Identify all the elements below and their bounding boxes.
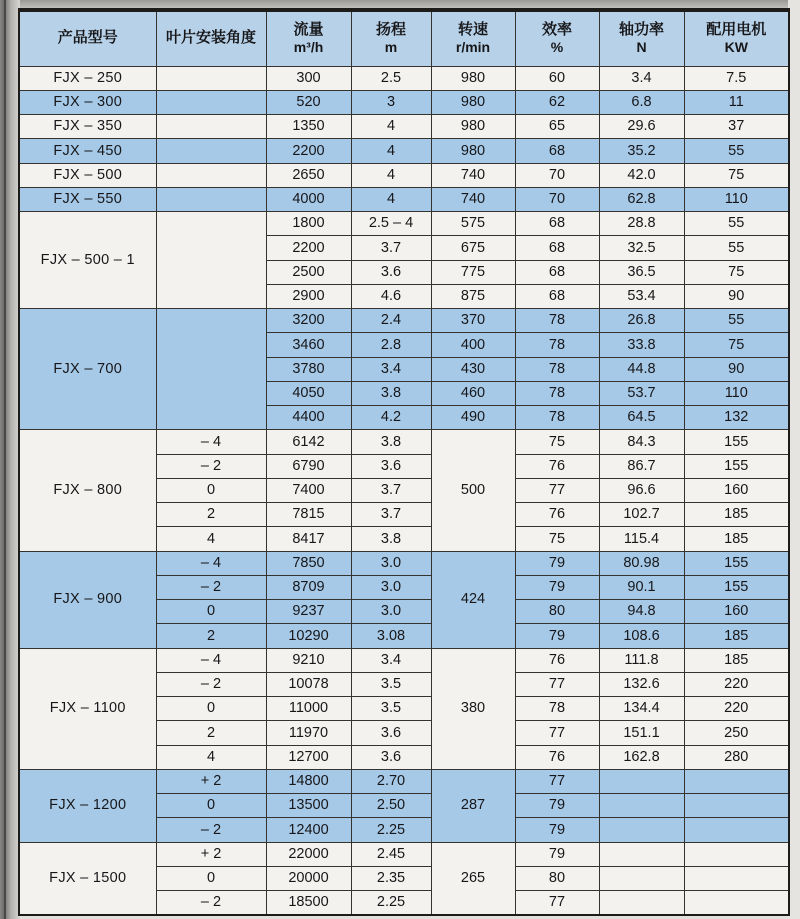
cell-blade-angle	[156, 309, 266, 430]
cell-flow-rate: 2200	[266, 236, 351, 260]
cell-blade-angle: 0	[156, 600, 266, 624]
cell-flow-rate: 1800	[266, 212, 351, 236]
cell-efficiency: 80	[515, 600, 599, 624]
cell-shaft-power: 111.8	[599, 648, 684, 672]
header-label: 转速	[457, 20, 488, 38]
cell-motor-power	[684, 842, 789, 866]
cell-motor-power: 75	[684, 333, 789, 357]
cell-efficiency: 60	[515, 66, 599, 90]
cell-blade-angle: 4	[156, 527, 266, 551]
header-efficiency	[515, 10, 599, 66]
cell-efficiency: 78	[515, 309, 599, 333]
table-row	[19, 842, 789, 866]
cell-shaft-power: 6.8	[599, 90, 684, 114]
header-unit: m³/h	[293, 39, 324, 56]
cell-efficiency: 68	[515, 212, 599, 236]
cell-blade-angle: 2	[156, 721, 266, 745]
cell-efficiency: 68	[515, 236, 599, 260]
cell-head: 4.6	[351, 284, 431, 308]
cell-flow-rate: 520	[266, 90, 351, 114]
cell-speed: 980	[431, 139, 515, 163]
cell-motor-power	[684, 866, 789, 890]
cell-efficiency: 77	[515, 672, 599, 696]
cell-flow-rate: 10078	[266, 672, 351, 696]
header-label: 流量	[293, 20, 324, 38]
cell-head: 3.7	[351, 236, 431, 260]
cell-speed: 980	[431, 115, 515, 139]
cell-shaft-power	[599, 794, 684, 818]
cell-flow-rate: 7815	[266, 503, 351, 527]
spec-table-body	[19, 66, 789, 915]
cell-flow-rate: 22000	[266, 842, 351, 866]
cell-head: 3.6	[351, 454, 431, 478]
cell-motor-power: 75	[684, 260, 789, 284]
cell-speed: 980	[431, 90, 515, 114]
cell-product-model: FJX – 550	[19, 187, 156, 211]
cell-efficiency: 76	[515, 454, 599, 478]
header-label: 扬程	[375, 20, 406, 38]
header-row	[19, 10, 789, 66]
cell-blade-angle: – 4	[156, 551, 266, 575]
cell-efficiency: 79	[515, 818, 599, 842]
cell-efficiency: 79	[515, 551, 599, 575]
cell-motor-power: 185	[684, 503, 789, 527]
cell-head: 2.35	[351, 866, 431, 890]
cell-blade-angle: + 2	[156, 769, 266, 793]
cell-motor-power: 280	[684, 745, 789, 769]
cell-speed: 370	[431, 309, 515, 333]
cell-blade-angle	[156, 163, 266, 187]
cell-head: 3.8	[351, 527, 431, 551]
cell-motor-power: 132	[684, 406, 789, 430]
cell-efficiency: 70	[515, 187, 599, 211]
cell-flow-rate: 6142	[266, 430, 351, 454]
cell-blade-angle	[156, 90, 266, 114]
cell-speed: 500	[431, 430, 515, 551]
header-product-model	[19, 10, 156, 66]
cell-efficiency: 68	[515, 260, 599, 284]
cell-shaft-power: 64.5	[599, 406, 684, 430]
cell-flow-rate: 2500	[266, 260, 351, 284]
cell-head: 2.25	[351, 818, 431, 842]
header-unit: m	[384, 39, 398, 56]
cell-head: 3.5	[351, 672, 431, 696]
cell-efficiency: 79	[515, 794, 599, 818]
cell-head: 2.25	[351, 891, 431, 915]
header-label: 配用电机	[706, 20, 767, 38]
book-spine-shadow	[0, 0, 20, 919]
cell-product-model: FJX – 1500	[19, 842, 156, 915]
cell-product-model: FJX – 900	[19, 551, 156, 648]
cell-motor-power: 90	[684, 357, 789, 381]
cell-flow-rate: 13500	[266, 794, 351, 818]
cell-blade-angle: – 2	[156, 818, 266, 842]
cell-shaft-power: 36.5	[599, 260, 684, 284]
header-head	[351, 10, 431, 66]
cell-efficiency: 79	[515, 842, 599, 866]
cell-blade-angle: 2	[156, 624, 266, 648]
cell-motor-power: 55	[684, 309, 789, 333]
table-row	[19, 769, 789, 793]
cell-speed: 675	[431, 236, 515, 260]
cell-speed: 740	[431, 163, 515, 187]
cell-product-model: FJX – 500	[19, 163, 156, 187]
cell-product-model: FJX – 350	[19, 115, 156, 139]
cell-motor-power: 90	[684, 284, 789, 308]
cell-efficiency: 78	[515, 333, 599, 357]
cell-shaft-power: 84.3	[599, 430, 684, 454]
table-row	[19, 187, 789, 211]
cell-flow-rate: 11000	[266, 697, 351, 721]
cell-blade-angle: 0	[156, 478, 266, 502]
cell-speed: 980	[431, 66, 515, 90]
cell-motor-power: 37	[684, 115, 789, 139]
cell-shaft-power: 151.1	[599, 721, 684, 745]
cell-flow-rate: 1350	[266, 115, 351, 139]
cell-efficiency: 76	[515, 648, 599, 672]
header-unit: KW	[724, 39, 748, 56]
cell-shaft-power: 94.8	[599, 600, 684, 624]
cell-speed: 775	[431, 260, 515, 284]
cell-product-model: FJX – 700	[19, 309, 156, 430]
header-label: 叶片安装角度	[165, 29, 256, 47]
cell-shaft-power: 108.6	[599, 624, 684, 648]
cell-head: 2.4	[351, 309, 431, 333]
cell-flow-rate: 7400	[266, 478, 351, 502]
cell-motor-power: 155	[684, 575, 789, 599]
cell-motor-power: 220	[684, 672, 789, 696]
cell-head: 3.7	[351, 478, 431, 502]
cell-efficiency: 77	[515, 721, 599, 745]
cell-flow-rate: 14800	[266, 769, 351, 793]
cell-speed: 265	[431, 842, 515, 915]
cell-flow-rate: 3780	[266, 357, 351, 381]
cell-motor-power: 110	[684, 381, 789, 405]
cell-motor-power: 155	[684, 454, 789, 478]
cell-efficiency: 78	[515, 697, 599, 721]
cell-shaft-power	[599, 866, 684, 890]
cell-speed: 430	[431, 357, 515, 381]
cell-head: 3.7	[351, 503, 431, 527]
cell-efficiency: 77	[515, 478, 599, 502]
cell-flow-rate: 8709	[266, 575, 351, 599]
cell-blade-angle: – 2	[156, 575, 266, 599]
cell-motor-power: 185	[684, 648, 789, 672]
cell-shaft-power: 29.6	[599, 115, 684, 139]
table-row	[19, 163, 789, 187]
cell-motor-power: 55	[684, 236, 789, 260]
cell-efficiency: 65	[515, 115, 599, 139]
cell-flow-rate: 8417	[266, 527, 351, 551]
cell-motor-power: 160	[684, 600, 789, 624]
cell-blade-angle: – 4	[156, 648, 266, 672]
header-label: 轴功率	[618, 20, 664, 38]
cell-speed: 424	[431, 551, 515, 648]
cell-motor-power: 185	[684, 527, 789, 551]
cell-efficiency: 77	[515, 769, 599, 793]
cell-blade-angle	[156, 139, 266, 163]
cell-shaft-power: 53.7	[599, 381, 684, 405]
cell-flow-rate: 11970	[266, 721, 351, 745]
book-spine-line	[4, 0, 6, 919]
cell-efficiency: 70	[515, 163, 599, 187]
cell-shaft-power	[599, 818, 684, 842]
cell-shaft-power: 44.8	[599, 357, 684, 381]
cell-blade-angle: – 2	[156, 891, 266, 915]
cell-product-model: FJX – 800	[19, 430, 156, 551]
cell-head: 3.0	[351, 600, 431, 624]
cell-speed: 287	[431, 769, 515, 842]
cell-shaft-power: 32.5	[599, 236, 684, 260]
cell-head: 2.5	[351, 66, 431, 90]
cell-product-model: FJX – 250	[19, 66, 156, 90]
cell-shaft-power: 132.6	[599, 672, 684, 696]
cell-motor-power: 11	[684, 90, 789, 114]
cell-flow-rate: 10290	[266, 624, 351, 648]
cell-blade-angle: – 2	[156, 454, 266, 478]
cell-flow-rate: 9210	[266, 648, 351, 672]
cell-motor-power: 110	[684, 187, 789, 211]
cell-blade-angle: 0	[156, 697, 266, 721]
cell-product-model: FJX – 1200	[19, 769, 156, 842]
cell-shaft-power: 134.4	[599, 697, 684, 721]
cell-speed: 380	[431, 648, 515, 769]
cell-head: 3.6	[351, 260, 431, 284]
cell-motor-power: 250	[684, 721, 789, 745]
cell-efficiency: 68	[515, 284, 599, 308]
cell-efficiency: 79	[515, 624, 599, 648]
cell-shaft-power: 102.7	[599, 503, 684, 527]
cell-head: 2.50	[351, 794, 431, 818]
cell-flow-rate: 4050	[266, 381, 351, 405]
cell-flow-rate: 9237	[266, 600, 351, 624]
cell-motor-power: 160	[684, 478, 789, 502]
header-unit: %	[550, 39, 564, 56]
header-label: 产品型号	[57, 29, 118, 47]
cell-flow-rate: 12700	[266, 745, 351, 769]
cell-flow-rate: 2900	[266, 284, 351, 308]
cell-product-model: FJX – 500 – 1	[19, 212, 156, 309]
header-label: 效率	[541, 20, 572, 38]
cell-speed: 490	[431, 406, 515, 430]
cell-flow-rate: 3200	[266, 309, 351, 333]
cell-head: 3.4	[351, 648, 431, 672]
cell-head: 4	[351, 163, 431, 187]
cell-shaft-power	[599, 842, 684, 866]
cell-efficiency: 68	[515, 139, 599, 163]
cell-shaft-power: 26.8	[599, 309, 684, 333]
cell-shaft-power: 90.1	[599, 575, 684, 599]
table-row	[19, 212, 789, 236]
cell-head: 3.6	[351, 745, 431, 769]
cell-shaft-power: 35.2	[599, 139, 684, 163]
cell-efficiency: 75	[515, 430, 599, 454]
cell-blade-angle: 0	[156, 794, 266, 818]
table-row	[19, 66, 789, 90]
cell-blade-angle: 0	[156, 866, 266, 890]
cell-flow-rate: 300	[266, 66, 351, 90]
cell-head: 3.0	[351, 575, 431, 599]
cell-flow-rate: 12400	[266, 818, 351, 842]
cell-head: 4	[351, 115, 431, 139]
cell-head: 2.5 – 4	[351, 212, 431, 236]
cell-flow-rate: 2200	[266, 139, 351, 163]
cell-head: 2.45	[351, 842, 431, 866]
cell-efficiency: 79	[515, 575, 599, 599]
cell-blade-angle	[156, 66, 266, 90]
cell-head: 3.8	[351, 381, 431, 405]
cell-shaft-power: 115.4	[599, 527, 684, 551]
cell-blade-angle: + 2	[156, 842, 266, 866]
cell-blade-angle	[156, 115, 266, 139]
cell-motor-power	[684, 891, 789, 915]
header-blade-angle	[156, 10, 266, 66]
cell-motor-power	[684, 794, 789, 818]
cell-flow-rate: 4400	[266, 406, 351, 430]
cell-head: 4.2	[351, 406, 431, 430]
cell-speed: 460	[431, 381, 515, 405]
cell-product-model: FJX – 1100	[19, 648, 156, 769]
cell-flow-rate: 4000	[266, 187, 351, 211]
cell-efficiency: 78	[515, 357, 599, 381]
cell-head: 3.0	[351, 551, 431, 575]
cell-efficiency: 75	[515, 527, 599, 551]
cell-shaft-power: 33.8	[599, 333, 684, 357]
cell-blade-angle: – 2	[156, 672, 266, 696]
cell-shaft-power	[599, 891, 684, 915]
cell-flow-rate: 20000	[266, 866, 351, 890]
table-row	[19, 90, 789, 114]
header-unit: N	[636, 39, 647, 56]
table-row	[19, 430, 789, 454]
cell-shaft-power: 28.8	[599, 212, 684, 236]
cell-head: 2.8	[351, 333, 431, 357]
cell-blade-angle	[156, 187, 266, 211]
cell-head: 3.4	[351, 357, 431, 381]
table-row	[19, 551, 789, 575]
cell-head: 3.08	[351, 624, 431, 648]
cell-flow-rate: 3460	[266, 333, 351, 357]
cell-flow-rate: 7850	[266, 551, 351, 575]
cell-motor-power: 155	[684, 551, 789, 575]
header-speed	[431, 10, 515, 66]
cell-shaft-power: 42.0	[599, 163, 684, 187]
cell-shaft-power: 86.7	[599, 454, 684, 478]
cell-head: 3.5	[351, 697, 431, 721]
cell-speed: 575	[431, 212, 515, 236]
cell-motor-power: 7.5	[684, 66, 789, 90]
table-row	[19, 648, 789, 672]
cell-flow-rate: 18500	[266, 891, 351, 915]
table-row	[19, 115, 789, 139]
header-motor-power	[684, 10, 789, 66]
cell-head: 3	[351, 90, 431, 114]
cell-blade-angle: – 4	[156, 430, 266, 454]
header-shaft-power	[599, 10, 684, 66]
cell-product-model: FJX – 450	[19, 139, 156, 163]
cell-flow-rate: 6790	[266, 454, 351, 478]
cell-efficiency: 62	[515, 90, 599, 114]
cell-shaft-power: 62.8	[599, 187, 684, 211]
cell-shaft-power	[599, 769, 684, 793]
cell-blade-angle: 4	[156, 745, 266, 769]
cell-motor-power: 55	[684, 139, 789, 163]
cell-speed: 875	[431, 284, 515, 308]
cell-efficiency: 76	[515, 503, 599, 527]
cell-efficiency: 77	[515, 891, 599, 915]
cell-shaft-power: 96.6	[599, 478, 684, 502]
cell-head: 3.8	[351, 430, 431, 454]
header-flow-rate	[266, 10, 351, 66]
cell-head: 4	[351, 139, 431, 163]
cell-speed: 740	[431, 187, 515, 211]
table-row	[19, 139, 789, 163]
cell-motor-power	[684, 769, 789, 793]
cell-flow-rate: 2650	[266, 163, 351, 187]
cell-motor-power: 220	[684, 697, 789, 721]
cell-head: 2.70	[351, 769, 431, 793]
cell-blade-angle: 2	[156, 503, 266, 527]
cell-shaft-power: 162.8	[599, 745, 684, 769]
cell-motor-power	[684, 818, 789, 842]
table-row	[19, 309, 789, 333]
pump-spec-table	[18, 8, 790, 916]
cell-motor-power: 185	[684, 624, 789, 648]
cell-motor-power: 155	[684, 430, 789, 454]
cell-efficiency: 78	[515, 381, 599, 405]
cell-motor-power: 75	[684, 163, 789, 187]
cell-head: 3.6	[351, 721, 431, 745]
cell-efficiency: 80	[515, 866, 599, 890]
cell-shaft-power: 53.4	[599, 284, 684, 308]
cell-product-model: FJX – 300	[19, 90, 156, 114]
cell-shaft-power: 80.98	[599, 551, 684, 575]
cell-blade-angle	[156, 212, 266, 309]
cell-efficiency: 78	[515, 406, 599, 430]
cell-speed: 400	[431, 333, 515, 357]
header-unit: r/min	[455, 39, 491, 56]
cell-shaft-power: 3.4	[599, 66, 684, 90]
cell-motor-power: 55	[684, 212, 789, 236]
cell-efficiency: 76	[515, 745, 599, 769]
cell-head: 4	[351, 187, 431, 211]
